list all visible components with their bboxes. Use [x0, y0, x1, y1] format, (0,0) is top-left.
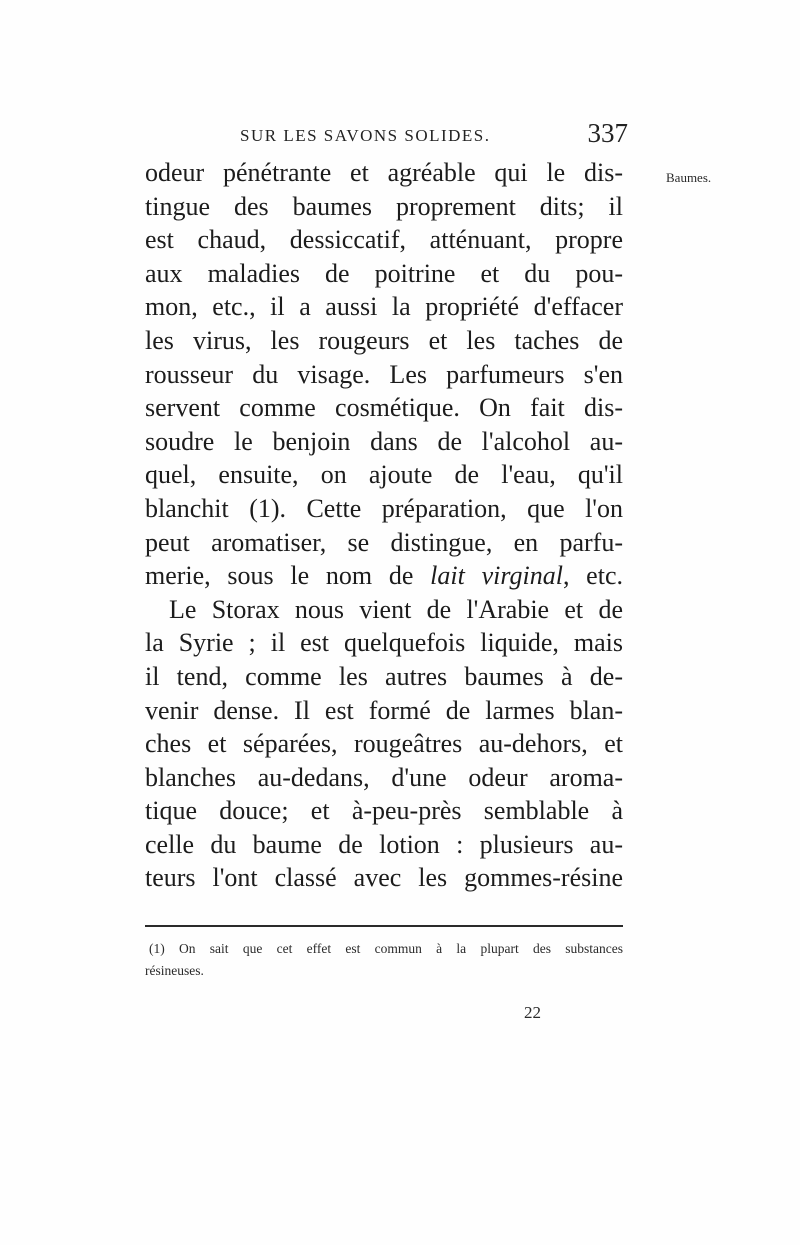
- footnote-divider: [145, 925, 623, 927]
- text-line: mon, etc., il a aussi la propriété d'effacer: [145, 292, 623, 322]
- text-line: blanchit (1). Cette préparation, que l'on: [145, 493, 623, 523]
- footnote-line: résineuses.: [145, 963, 204, 978]
- text-line: les virus, les rougeurs et les taches de: [145, 325, 623, 355]
- text-line: tique douce; et à-peu-près semblable à: [145, 796, 623, 826]
- text-line: ches et séparées, rougeâtres au-dehors, et: [145, 729, 623, 759]
- text-line: rousseur du visage. Les parfumeurs s'en: [145, 359, 623, 389]
- text-fragment: merie, sous le nom de: [145, 561, 431, 591]
- main-text: [145, 156, 623, 895]
- text-line: blanches au-dedans, d'une odeur aroma-: [145, 762, 623, 792]
- text-line: servent comme cosmétique. On fait dis-: [145, 393, 623, 423]
- running-title: SUR LES SAVONS SOLIDES.: [240, 126, 491, 145]
- text-line: quel, ensuite, on ajoute de l'eau, qu'il: [145, 460, 623, 490]
- marginal-note: Baumes.: [666, 170, 712, 185]
- text-line: venir dense. Il est formé de larmes blan-: [145, 695, 623, 725]
- text-fragment: , etc.: [562, 561, 623, 591]
- text-line: aux maladies de poitrine et du pou-: [145, 258, 623, 288]
- text-line: tingue des baumes proprement dits; il: [145, 191, 623, 221]
- footnote: [145, 938, 623, 982]
- text-line: est chaud, dessiccatif, atténuant, propre: [145, 225, 623, 255]
- text-line: Le Storax nous vient de l'Arabie et de: [169, 594, 623, 624]
- text-line: celle du baume de lotion : plusieurs au-: [145, 829, 623, 859]
- text-line: la Syrie ; il est quelquefois liquide, mais: [145, 628, 623, 658]
- text-line: teurs l'ont classé avec les gommes-résine: [145, 863, 623, 893]
- page-number: 337: [587, 118, 628, 148]
- text-line: soudre le benjoin dans de l'alcohol au-: [145, 426, 623, 456]
- footnote-line: (1) On sait que cet effet est commun à la plupart des substances: [149, 941, 623, 956]
- text-line: peut aromatiser, se distingue, en parfu-: [145, 527, 623, 557]
- running-head: [240, 118, 640, 148]
- signature-mark: 22: [524, 1003, 541, 1022]
- text-line-last: [145, 559, 623, 593]
- italic-term: lait virginal: [430, 561, 563, 591]
- text-line: odeur pénétrante et agréable qui le dis-: [145, 158, 623, 187]
- text-line: il tend, comme les autres baumes à de-: [145, 661, 623, 691]
